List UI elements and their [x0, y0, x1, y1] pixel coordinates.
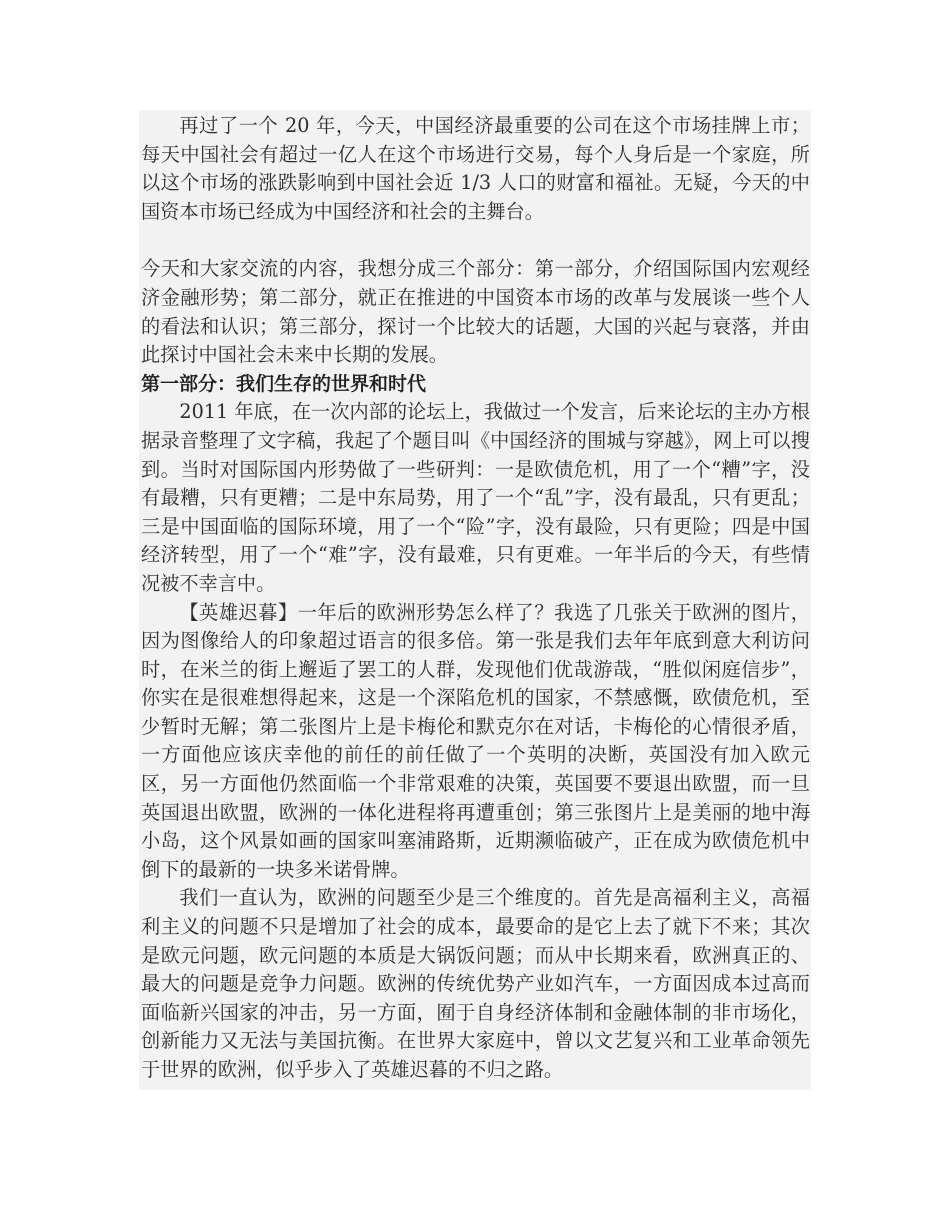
document-body: [141, 112, 810, 1085]
section-heading: 第一部分：我们生存的世界和时代: [141, 372, 427, 395]
paragraph: 今天和大家交流的内容，我想分成三个部分：第一部分，介绍国际国内宏观经济金融形势；第二部分，就正在推进的中国资本市场的改革与发展谈一些个人的看法和认识；第三部分，探讨一个比较大的话题，大国的兴起与衰落，并由此探讨中国社会未来中长期的发展。: [141, 257, 810, 367]
paragraph-spacer: [141, 226, 810, 255]
paragraph: 我们一直认为，欧洲的问题至少是三个维度的。首先是高福利主义，高福利主义的问题不只是增加了社会的成本，最要命的是它上去了就下不来；其次是欧元问题，欧元问题的本质是大锅饭问题；而从中长期来看，欧洲真正的、最大的问题是竞争力问题。欧洲的传统优势产业如汽车，一方面因成本过高而面临新兴国家的冲击，另一方面，囿于自身经济体制和金融体制的非市场化，创新能力又无法与美国抗衡。在世界大家庭中，曾以文艺复兴和工业革命领先于世界的欧洲，似乎步入了英雄迟暮的不归之路。: [141, 886, 810, 1081]
paragraph: 2011 年底，在一次内部的论坛上，我做过一个发言，后来论坛的主办方根据录音整理了文字稿，我起了个题目叫《中国经济的围城与穿越》，网上可以搜到。当时对国际国内形势做了一些研判：一是欧债危机，用了一个“糟”字，没有最糟，只有更糟；二是中东局势，用了一个“乱”字，没有最乱，只有更乱；三是中国面临的国际环境，用了一个“险”字，没有最险，只有更险；四是中国经济转型，用了一个“难”字，没有最难，只有更难。一年半后的今天，有些情况被不幸言中。: [141, 400, 810, 595]
paragraph: 【英雄迟暮】一年后的欧洲形势怎么样了？我选了几张关于欧洲的图片，因为图像给人的印象超过语言的很多倍。第一张是我们去年年底到意大利访问时，在米兰的街上邂逅了罢工的人群，发现他们优哉游哉，“胜似闲庭信步”，你实在是很难想得起来，这是一个深陷危机的国家，不禁感慨，欧债危机，至少暂时无解；第二张图片上是卡梅伦和默克尔在对话，卡梅伦的心情很矛盾，一方面他应该庆幸他的前任的前任做了一个英明的决断，英国没有加入欧元区，另一方面他仍然面临一个非常艰难的决策，英国要不要退出欧盟，而一旦英国退出欧盟，欧洲的一体化进程将再遭重创；第三张图片上是美丽的地中海小岛，这个风景如画的国家叫塞浦路斯，近期濒临破产，正在成为欧债危机中倒下的最新的一块多米诺骨牌。: [141, 600, 810, 881]
paragraph: 再过了一个 20 年，今天，中国经济最重要的公司在这个市场挂牌上市；每天中国社会有超过一亿人在这个市场进行交易，每个人身后是一个家庭，所以这个市场的涨跌影响到中国社会近 1/3 人口的财富和福祉。无疑，今天的中国资本市场已经成为中国经济和社会的主舞台。: [141, 114, 810, 223]
